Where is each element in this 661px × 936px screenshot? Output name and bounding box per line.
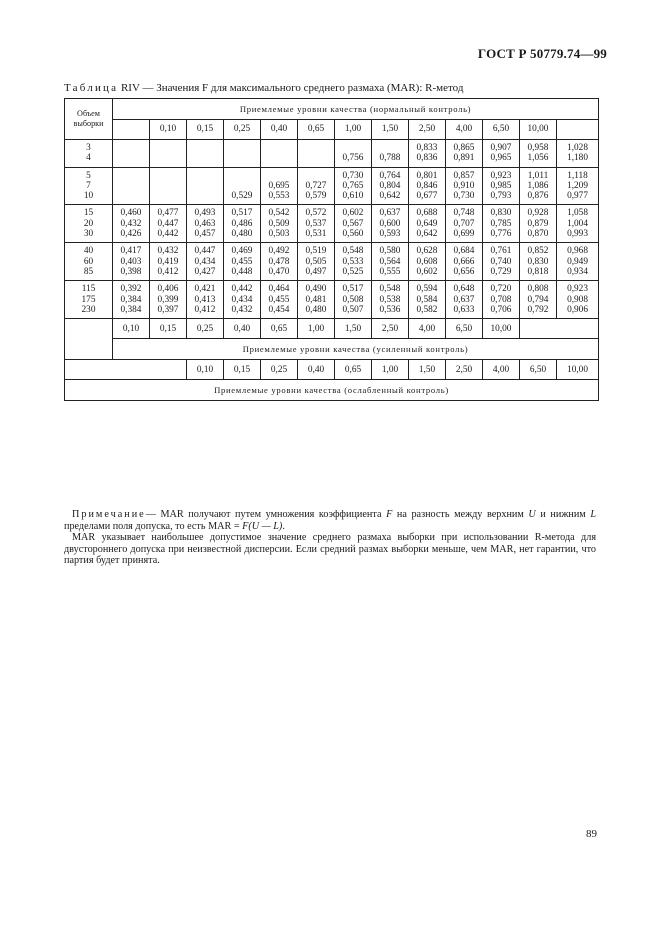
factor-cell: 0,727 0,579 xyxy=(298,167,335,205)
tightened-level-0: 0,10 xyxy=(113,319,150,339)
factor-cell: 0,808 0,794 0,792 xyxy=(520,281,557,319)
tightened-levels-row xyxy=(65,319,599,339)
factor-cell: 0,432 0,419 0,412 xyxy=(150,243,187,281)
normal-levels-row xyxy=(65,120,599,140)
reduced-levels-row xyxy=(65,360,599,380)
factor-cell: 0,857 0,910 0,730 xyxy=(446,167,483,205)
tightened-level-3: 0,40 xyxy=(224,319,261,339)
tightened-level-10: 10,00 xyxy=(483,319,520,339)
normal-level-8: 4,00 xyxy=(446,120,483,140)
sample-group-row xyxy=(65,167,599,205)
reduced-level-1: 0,15 xyxy=(224,360,261,380)
factor-cell: 0,628 0,608 0,602 xyxy=(409,243,446,281)
sample-size-cell: 5 7 10 xyxy=(65,167,113,205)
factor-cell: 0,447 0,434 0,427 xyxy=(187,243,224,281)
factor-cell: 0,594 0,584 0,582 xyxy=(409,281,446,319)
factor-cell xyxy=(187,140,224,168)
factor-cell: 0,684 0,666 0,656 xyxy=(446,243,483,281)
tightened-level-7: 2,50 xyxy=(372,319,409,339)
factor-cell: 0,548 0,533 0,525 xyxy=(335,243,372,281)
tightened-tail-blank xyxy=(520,319,599,339)
reduced-level-5: 1,00 xyxy=(372,360,409,380)
normal-level-0: 0,10 xyxy=(150,120,187,140)
sample-group-row xyxy=(65,243,599,281)
factor-cell: 0,469 0,455 0,448 xyxy=(224,243,261,281)
normal-level-11 xyxy=(557,120,599,140)
reduced-level-8: 4,00 xyxy=(483,360,520,380)
sample-group-row xyxy=(65,140,599,168)
sample-group-row xyxy=(65,281,599,319)
normal-level-9: 6,50 xyxy=(483,120,520,140)
sample-size-header: Объем выборки xyxy=(65,99,113,140)
factor-cell: 0,830 0,785 0,776 xyxy=(483,205,520,243)
factor-cell xyxy=(224,140,261,168)
sample-size-cell: 40 60 85 xyxy=(65,243,113,281)
tightened-level-8: 4,00 xyxy=(409,319,446,339)
factor-cell: 0,460 0,432 0,426 xyxy=(113,205,150,243)
sample-size-cell: 15 20 30 xyxy=(65,205,113,243)
tightened-level-6: 1,50 xyxy=(335,319,372,339)
factor-cell: 0,833 0,836 xyxy=(409,140,446,168)
normal-level-7: 2,50 xyxy=(409,120,446,140)
reduced-level-2: 0,25 xyxy=(261,360,298,380)
factor-cell: 0,442 0,434 0,432 xyxy=(224,281,261,319)
note-paragraph-2: MAR указывает наибольшее допустимое значение среднего размаха выборки при использовании R-метода для двустороннего допуска при неизвестной дисперсии. Если средний размах выборки меньше, чем MAR, нет гарантии, что партия будет принята. xyxy=(64,532,596,567)
factor-cell xyxy=(261,140,298,168)
reduced-level-3: 0,40 xyxy=(298,360,335,380)
factor-cell: 0,548 0,538 0,536 xyxy=(372,281,409,319)
factor-cell: 0,490 0,481 0,480 xyxy=(298,281,335,319)
factor-cell: 0,764 0,804 0,642 xyxy=(372,167,409,205)
factor-cell: 0,865 0,891 xyxy=(446,140,483,168)
normal-level-1: 0,15 xyxy=(187,120,224,140)
factor-cell: 0,748 0,707 0,699 xyxy=(446,205,483,243)
factor-cell xyxy=(187,167,224,205)
normal-level-2: 0,25 xyxy=(224,120,261,140)
tightened-level-2: 0,25 xyxy=(187,319,224,339)
standard-number: ГОСТ Р 50779.74—99 xyxy=(477,46,607,61)
tightened-blank xyxy=(65,319,113,360)
factor-cell: 0,756 xyxy=(335,140,372,168)
factor-cell: 0,907 0,965 xyxy=(483,140,520,168)
factor-cell: 0,637 0,600 0,593 xyxy=(372,205,409,243)
reduced-level-9: 6,50 xyxy=(520,360,557,380)
normal-level-6: 1,50 xyxy=(372,120,409,140)
reduced-level-7: 2,50 xyxy=(446,360,483,380)
factor-cell xyxy=(113,167,150,205)
factor-cell: 0,406 0,399 0,397 xyxy=(150,281,187,319)
sample-size-cell: 3 4 xyxy=(65,140,113,168)
normal-level-5: 1,00 xyxy=(335,120,372,140)
factor-cell: 0,968 0,949 0,934 xyxy=(557,243,599,281)
sample-size-cell: 115 175 230 xyxy=(65,281,113,319)
reduced-level-4: 0,65 xyxy=(335,360,372,380)
factor-cell: 0,580 0,564 0,555 xyxy=(372,243,409,281)
factor-cell xyxy=(113,140,150,168)
factor-cell: 0,392 0,384 0,384 xyxy=(113,281,150,319)
factor-cell: 0,923 0,908 0,906 xyxy=(557,281,599,319)
tightened-level-9: 6,50 xyxy=(446,319,483,339)
factor-cell: 0,519 0,505 0,497 xyxy=(298,243,335,281)
note-paragraph-1: Примечание— MAR получают путем умножения коэффициента F на разность между верхним U и нижним L пределами поля допуска, то есть MAR = F(U — L). xyxy=(64,509,596,532)
factor-cell: 0,730 0,765 0,610 xyxy=(335,167,372,205)
tightened-level-5: 1,00 xyxy=(298,319,335,339)
factor-cell: 0,493 0,463 0,457 xyxy=(187,205,224,243)
factor-cell: 0,928 0,879 0,870 xyxy=(520,205,557,243)
factor-cell: 0,417 0,403 0,398 xyxy=(113,243,150,281)
normal-level-4: 0,65 xyxy=(298,120,335,140)
factor-cell: 1,028 1,180 xyxy=(557,140,599,168)
factor-cell: 0,602 0,567 0,560 xyxy=(335,205,372,243)
factor-cell: 0,788 xyxy=(372,140,409,168)
factor-cell: 0,923 0,985 0,793 xyxy=(483,167,520,205)
reduced-level-0: 0,10 xyxy=(187,360,224,380)
factor-cell: 0,695 0,553 xyxy=(261,167,298,205)
factor-cell xyxy=(298,140,335,168)
factor-cell: 0,517 0,508 0,507 xyxy=(335,281,372,319)
sample-group-row xyxy=(65,205,599,243)
factor-cell: 1,118 1,209 0,977 xyxy=(557,167,599,205)
factor-cell: 0,464 0,455 0,454 xyxy=(261,281,298,319)
caption-label: Таблица xyxy=(64,82,119,94)
factor-cell: 0,761 0,740 0,729 xyxy=(483,243,520,281)
table-note xyxy=(64,509,596,567)
reduced-blank xyxy=(65,360,187,380)
mar-factor-table xyxy=(64,98,599,401)
factor-cell: 0,958 1,056 xyxy=(520,140,557,168)
page-number: 89 xyxy=(586,828,597,840)
factor-cell: 0,648 0,637 0,633 xyxy=(446,281,483,319)
factor-cell xyxy=(150,167,187,205)
factor-cell: 0,720 0,708 0,706 xyxy=(483,281,520,319)
reduced-level-10: 10,00 xyxy=(557,360,599,380)
factor-cell xyxy=(150,140,187,168)
normal-level-10: 10,00 xyxy=(520,120,557,140)
factor-cell: 0,529 xyxy=(224,167,261,205)
factor-cell: 0,688 0,649 0,642 xyxy=(409,205,446,243)
factor-cell: 1,011 1,086 0,876 xyxy=(520,167,557,205)
factor-cell: 0,477 0,447 0,442 xyxy=(150,205,187,243)
factor-cell: 0,572 0,537 0,531 xyxy=(298,205,335,243)
caption-text: RIV — Значения F для максимального среднего размаха (MAR): R-метод xyxy=(120,82,464,94)
tightened-inspection-label: Приемлемые уровни качества (усиленный контроль) xyxy=(113,339,599,360)
normal-level-3: 0,40 xyxy=(261,120,298,140)
reduced-level-6: 1,50 xyxy=(409,360,446,380)
normal-inspection-label: Приемлемые уровни качества (нормальный контроль) xyxy=(113,99,599,120)
factor-cell: 0,517 0,486 0,480 xyxy=(224,205,261,243)
factor-cell: 0,421 0,413 0,412 xyxy=(187,281,224,319)
tightened-level-4: 0,65 xyxy=(261,319,298,339)
normal-level-blank xyxy=(113,120,150,140)
tightened-level-1: 0,15 xyxy=(150,319,187,339)
factor-cell: 1,058 1,004 0,993 xyxy=(557,205,599,243)
factor-cell: 0,801 0,846 0,677 xyxy=(409,167,446,205)
factor-cell: 0,492 0,478 0,470 xyxy=(261,243,298,281)
factor-cell: 0,852 0,830 0,818 xyxy=(520,243,557,281)
factor-cell: 0,542 0,509 0,503 xyxy=(261,205,298,243)
table-caption xyxy=(64,82,604,94)
reduced-inspection-label: Приемлемые уровни качества (ослабленный контроль) xyxy=(65,380,599,401)
